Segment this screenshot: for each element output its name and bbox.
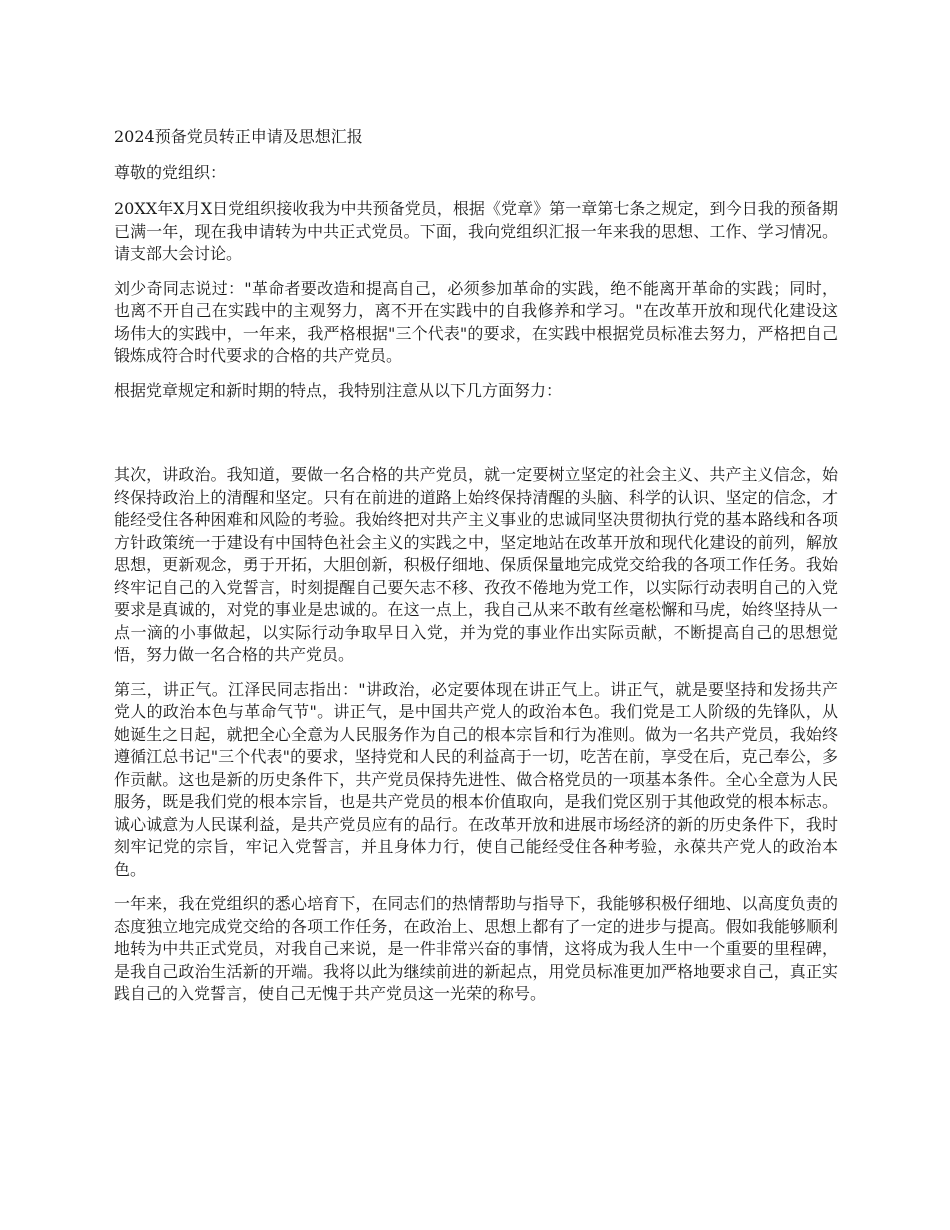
paragraph-quote-liu: 刘少奇同志说过："革命者要改造和提高自己，必须参加革命的实践，绝不能离开革命的实践；同时，也离不开自己在实践中的主观努力，离不开在实践中的自我修养和学习。"在改革开放和现代化建设这场伟大的实践中，一年来，我严格根据"三个代表"的要求，在实践中根据党员标准去努力，严格把自己锻炼成符合时代要求的合格的共产党员。	[114, 278, 838, 365]
paragraph-conclusion: 一年来，我在党组织的悉心培育下，在同志们的热情帮助与指导下，我能够积极仔细地、以高度负责的态度独立地完成党交给的各项工作任务，在政治上、思想上都有了一定的进步与提高。假如我能够顺利地转为中共正式党员，对我自己来说，是一件非常兴奋的事情，这将成为我人生中一个重要的里程碑，是我自己政治生活新的开端。我将以此为继续前进的新起点，用党员标准更加严格地要求自己，真正实践自己的入党誓言，使自己无愧于共产党员这一光荣的称号。	[114, 894, 838, 1003]
blank-gap	[114, 414, 838, 464]
salutation: 尊敬的党组织：	[114, 163, 227, 182]
paragraph-aspects-lead: 根据党章规定和新时期的特点，我特别注意从以下几方面努力：	[114, 380, 563, 400]
paragraph-intro: 20XX年X月X日党组织接收我为中共预备党员，根据《党章》第一章第七条之规定，到今日我的预备期已满一年，现在我申请转为中共正式党员。下面，我向党组织汇报一年来我的思想、工作、学习情况。请支部大会讨论。	[114, 199, 838, 263]
document-title: 2024预备党员转正申请及思想汇报	[114, 127, 363, 146]
paragraph-politics: 其次，讲政治。我知道，要做一名合格的共产党员，就一定要树立坚定的社会主义、共产主义信念，始终保持政治上的清醒和坚定。只有在前进的道路上始终保持清醒的头脑、科学的认识、坚定的信念，才能经受住各种困难和风险的考验。我始终把对共产主义事业的忠诚同坚决贯彻执行党的基本路线和各项方针政策统一于建设有中国特色社会主义的实践之中，坚定地站在改革开放和现代化建设的前列，解放思想，更新观念，勇于开拓，大胆创新，积极仔细地、保质保量地完成党交给我的各项工作任务。我始终牢记自己的入党誓言，时刻提醒自己要矢志不移、孜孜不倦地为党工作，以实际行动表明自己的入党要求是真诚的，对党的事业是忠诚的。在这一点上，我自己从来不敢有丝毫松懈和马虎，始终坚持从一点一滴的小事做起，以实际行动争取早日入党，并为党的事业作出实际贡献，不断提高自己的思想觉悟，努力做一名合格的共产党员。	[114, 465, 838, 664]
paragraph-integrity: 第三，讲正气。江泽民同志指出："讲政治，必定要体现在讲正气上。讲正气，就是要坚持和发扬共产党人的政治本色与革命气节"。讲正气，是中国共产党人的政治本色。我们党是工人阶级的先锋队，从她诞生之日起，就把全心全意为人民服务作为自己的根本宗旨和行为准则。做为一名共产党员，我始终遵循江总书记"三个代表"的要求，坚持党和人民的利益高于一切，吃苦在前，享受在后，克己奉公，多作贡献。这也是新的历史条件下，共产党员保持先进性、做合格党员的一项基本条件。全心全意为人民服务，既是我们党的根本宗旨，也是共产党员的根本价值取向，是我们党区别于其他政党的根本标志。诚心诚意为人民谋利益，是共产党员应有的品行。在改革开放和进展市场经济的新的历史条件下，我时刻牢记党的宗旨，牢记入党誓言，并且身体力行，使自己能经受住各种考验，永葆共产党人的政治本色。	[114, 679, 838, 879]
document-page	[114, 124, 838, 1018]
